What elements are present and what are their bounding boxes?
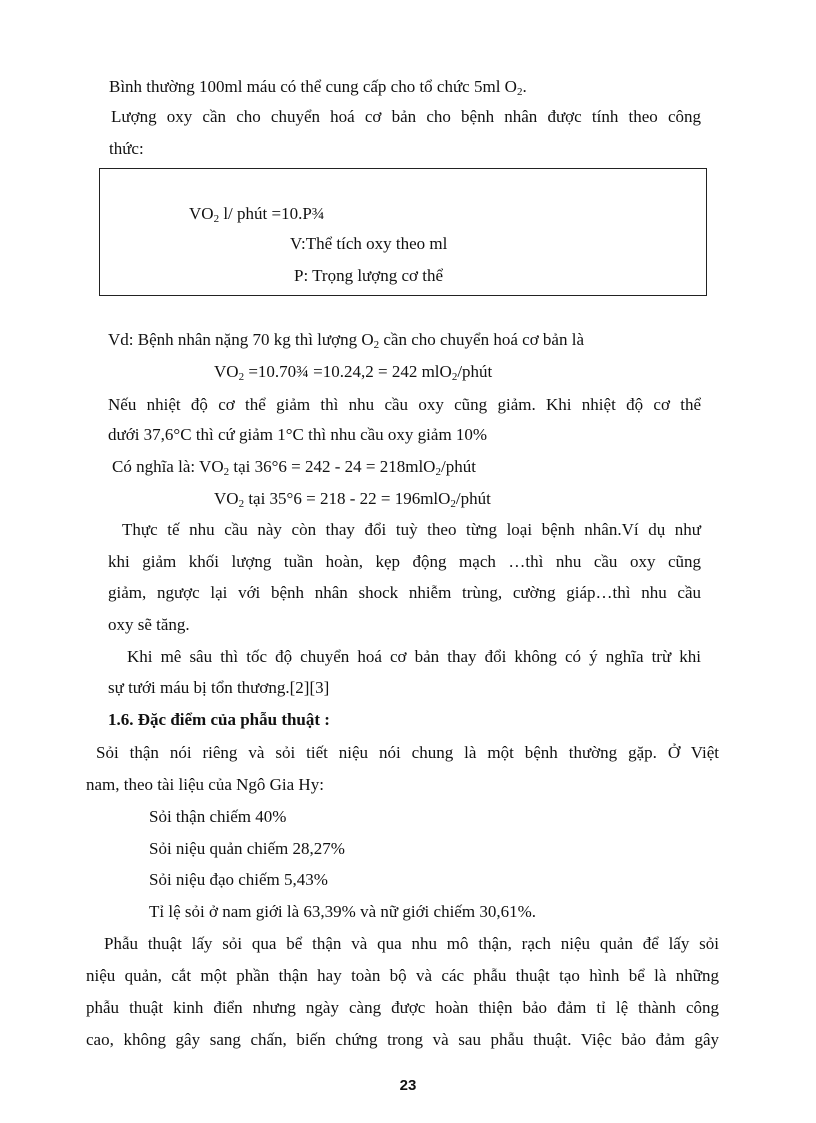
deep-anesthesia-line-1: Khi mê sâu thì tốc độ chuyển hoá cơ bản thay đổi không có ý nghĩa trừ khi: [127, 647, 701, 666]
text: tại 36°6 = 242 - 24 = 218mlO: [229, 457, 436, 476]
stones-line-2: nam, theo tài liệu của Ngô Gia Hy:: [86, 775, 324, 794]
temperature-line-1: Nếu nhiệt độ cơ thể giảm thì nhu cầu oxy cũng giảm. Khi nhiệt độ cơ thể: [108, 395, 701, 414]
temperature-line-3: [112, 456, 476, 478]
intro-line-2: Lượng oxy cần cho chuyển hoá cơ bản cho bệnh nhân được tính theo công: [111, 107, 701, 126]
text: .: [522, 77, 527, 96]
temperature-line-2: dưới 37,6°C thì cứ giảm 1°C thì nhu cầu oxy giảm 10%: [108, 425, 488, 444]
subscript: 2: [451, 371, 458, 383]
practice-line-3: giảm, ngược lại với bệnh nhân shock nhiễm trùng, cường giáp…thì nhu cầu: [108, 583, 701, 602]
text: =10.70¾ =10.24,2 = 242 mlO: [244, 362, 452, 381]
text: VO: [214, 489, 239, 508]
text: l/ phút =10.P¾: [219, 204, 325, 223]
stones-line-1: Sỏi thận nói riêng và sỏi tiết niệu nói chung là một bệnh thường gặp. Ở Việt: [96, 743, 719, 762]
practice-line-1: Thực tế nhu cầu này còn thay đổi tuỳ theo từng loại bệnh nhân.Ví dụ như: [122, 520, 701, 539]
text: VO: [189, 204, 214, 223]
text: Có nghĩa là: VO: [112, 457, 224, 476]
subscript: 2: [238, 371, 245, 383]
text: VO: [214, 362, 239, 381]
subscript: 2: [373, 339, 380, 351]
subscript: 2: [450, 498, 456, 510]
stones-item: Sỏi niệu đạo chiếm 5,43%: [149, 870, 328, 889]
deep-anesthesia-line-2: sự tưới máu bị tổn thương.[2][3]: [108, 678, 330, 697]
surgery-line-3: phẫu thuật kinh điển nhưng ngày càng được hoàn thiện bảo đảm tỉ lệ thành công: [86, 998, 719, 1017]
intro-line-3: thức:: [109, 139, 144, 158]
subscript: 2: [213, 213, 220, 225]
text: Bình thường 100ml máu có thể cung cấp cho tổ chức 5ml O: [109, 77, 517, 96]
subscript: 2: [238, 498, 245, 510]
surgery-line-4: cao, không gây sang chấn, biến chứng trong và sau phẫu thuật. Việc bảo đảm gây: [86, 1030, 719, 1049]
formula-p-definition: P: Trọng lượng cơ thể: [294, 266, 444, 285]
formula-line: [189, 203, 325, 225]
surgery-line-2: niệu quản, cắt một phần thận hay toàn bộ và các phẫu thuật tạo hình bể là những: [86, 966, 719, 985]
text: /phút: [440, 457, 476, 476]
practice-line-2: khi giảm khối lượng tuần hoàn, kẹp động mạch …thì nhu cầu oxy cũng: [108, 552, 701, 571]
section-heading: 1.6. Đặc điểm của phẫu thuật :: [108, 710, 330, 729]
stones-item: Sỏi niệu quản chiếm 28,27%: [149, 839, 345, 858]
formula-v-definition: V:Thể tích oxy theo ml: [290, 234, 448, 253]
example-line-2: [214, 361, 492, 383]
subscript: 2: [516, 86, 523, 98]
stones-item: Sỏi thận chiếm 40%: [149, 807, 287, 826]
surgery-line-1: Phẫu thuật lấy sỏi qua bể thận và qua nhu mô thận, rạch niệu quản để lấy sỏi: [104, 934, 719, 953]
stones-item: Tỉ lệ sỏi ở nam giới là 63,39% và nữ giới chiếm 30,61%.: [149, 902, 536, 921]
text: /phút: [457, 362, 493, 381]
temperature-line-4: [214, 488, 491, 510]
intro-line-1: [109, 76, 527, 98]
page-number: 23: [399, 1077, 417, 1094]
example-line-1: [108, 329, 584, 351]
text: cần cho chuyển hoá cơ bản là: [379, 330, 584, 349]
subscript: 2: [435, 466, 441, 478]
practice-line-4: oxy sẽ tăng.: [108, 615, 190, 634]
text: tại 35°6 = 218 - 22 = 196mlO: [244, 489, 451, 508]
text: Vd: Bệnh nhân nặng 70 kg thì lượng O: [108, 330, 374, 349]
text: /phút: [455, 489, 491, 508]
subscript: 2: [223, 466, 230, 478]
